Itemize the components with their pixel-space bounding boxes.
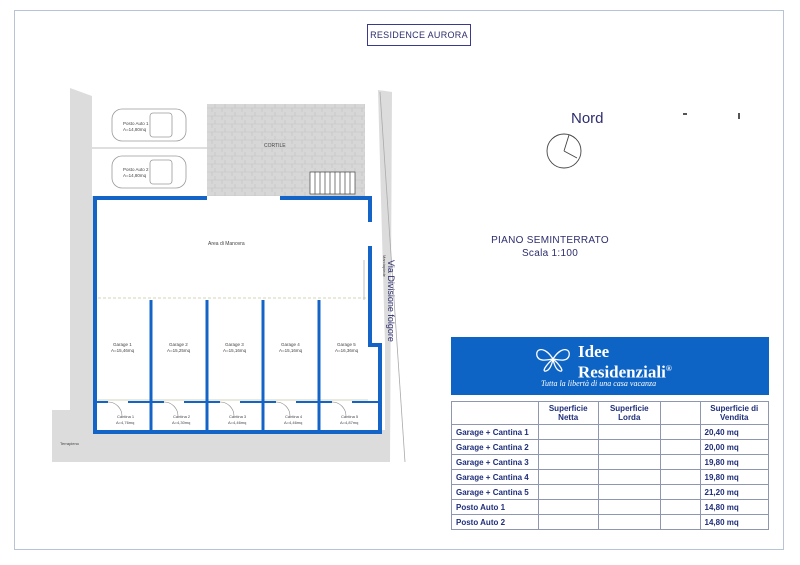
row-name: Garage + Cantina 3	[452, 455, 539, 470]
cell	[660, 500, 700, 515]
cell	[538, 500, 598, 515]
row-vendita: 19,80 mq	[700, 470, 768, 485]
cell	[598, 440, 660, 455]
garage4-area: A=15,16mq	[279, 348, 303, 353]
cellar4-area: A=4,46mq	[284, 420, 303, 425]
garage-interior	[95, 199, 370, 429]
cellar4-name: Cantina 4	[285, 414, 303, 419]
row-vendita: 14,80 mq	[700, 515, 768, 530]
garage2-area: A=15,25mq	[167, 348, 191, 353]
brand-line2: Residenziali®	[578, 362, 672, 382]
row-vendita: 14,80 mq	[700, 500, 768, 515]
butterfly-logo-icon	[533, 344, 573, 374]
garage4-name: Garage 4	[281, 342, 300, 347]
cellar5-area: A=4,87mq	[340, 420, 359, 425]
garage5-area: A=16,36mq	[335, 348, 359, 353]
cell	[598, 485, 660, 500]
header-cell	[452, 402, 539, 425]
row-name: Garage + Cantina 2	[452, 440, 539, 455]
row-name: Garage + Cantina 4	[452, 470, 539, 485]
courtyard-label: CORTILE	[264, 143, 286, 149]
row-vendita: 19,80 mq	[700, 455, 768, 470]
row-name: Posto Auto 1	[452, 500, 539, 515]
cellar5-name: Cantina 5	[341, 414, 359, 419]
north-label: Nord	[571, 110, 604, 127]
cell	[598, 470, 660, 485]
garage5-name: Garage 5	[337, 342, 356, 347]
table-row	[452, 425, 769, 440]
mark-tick	[738, 113, 740, 119]
table-row	[452, 500, 769, 515]
garage3-name: Garage 3	[225, 342, 244, 347]
table-header-row	[452, 402, 769, 425]
garage1-area: A=15,46mq	[111, 348, 135, 353]
registered-mark: ®	[665, 364, 672, 373]
maneuver-label: Area di Manovra	[208, 241, 245, 247]
table-row	[452, 470, 769, 485]
mark-dot	[683, 113, 687, 115]
cellar2-name: Cantina 2	[173, 414, 191, 419]
compass-icon	[544, 131, 584, 171]
cell	[660, 485, 700, 500]
header-cell	[660, 402, 700, 425]
cell	[538, 470, 598, 485]
parking1-area: A=14,80mq	[123, 127, 147, 132]
cell	[598, 515, 660, 530]
cellar1-area: A=4,76mq	[116, 420, 135, 425]
garage2-name: Garage 2	[169, 342, 188, 347]
cell	[660, 440, 700, 455]
stairs	[310, 172, 355, 194]
brand-tagline: Tutta la libertà di una casa vacanza	[541, 379, 657, 388]
bottom-label: Terrapieno	[60, 441, 79, 446]
table-row	[452, 440, 769, 455]
sales-table	[451, 401, 769, 530]
header-cell: Superficie Lorda	[598, 402, 660, 425]
cell	[660, 455, 700, 470]
cell	[538, 515, 598, 530]
cellar3-area: A=4,46mq	[228, 420, 247, 425]
plan-caption	[455, 234, 645, 260]
street-name: Via Divisione folgore	[386, 260, 396, 342]
table-row	[452, 455, 769, 470]
row-vendita: 20,40 mq	[700, 425, 768, 440]
parking2-label: Posto Auto 2	[123, 167, 149, 172]
parking2-area: A=14,80mq	[123, 173, 147, 178]
cell	[660, 425, 700, 440]
cell	[538, 455, 598, 470]
cellar1-name: Cantina 1	[117, 414, 135, 419]
row-name: Posto Auto 2	[452, 515, 539, 530]
cell	[598, 425, 660, 440]
cell	[538, 485, 598, 500]
cellar2-area: A=4,30mq	[172, 420, 191, 425]
row-name: Garage + Cantina 1	[452, 425, 539, 440]
brand-banner	[451, 337, 769, 395]
scale-label: Scala 1:100	[521, 248, 579, 259]
cell	[660, 515, 700, 530]
cell	[660, 470, 700, 485]
table-row	[452, 515, 769, 530]
header-cell: Superficie Netta	[538, 402, 598, 425]
row-vendita: 21,20 mq	[700, 485, 768, 500]
brand-name	[578, 343, 688, 381]
table-row	[452, 485, 769, 500]
brand-line1: Idee	[578, 342, 610, 361]
cell	[538, 440, 598, 455]
row-vendita: 20,00 mq	[700, 440, 768, 455]
cell	[598, 455, 660, 470]
cell	[538, 425, 598, 440]
parking-zone	[92, 96, 207, 196]
parking1-label: Posto Auto 1	[123, 121, 149, 126]
cellar3-name: Cantina 3	[229, 414, 247, 419]
header-cell: Superficie di Vendita	[700, 402, 768, 425]
garage3-area: A=15,16mq	[223, 348, 247, 353]
garage1-name: Garage 1	[113, 342, 132, 347]
project-title: RESIDENCE AURORA	[367, 24, 471, 46]
row-name: Garage + Cantina 5	[452, 485, 539, 500]
cell	[598, 500, 660, 515]
side-label: Marciapiede	[382, 255, 387, 277]
floor-name: PIANO SEMINTERRATO	[491, 235, 609, 246]
